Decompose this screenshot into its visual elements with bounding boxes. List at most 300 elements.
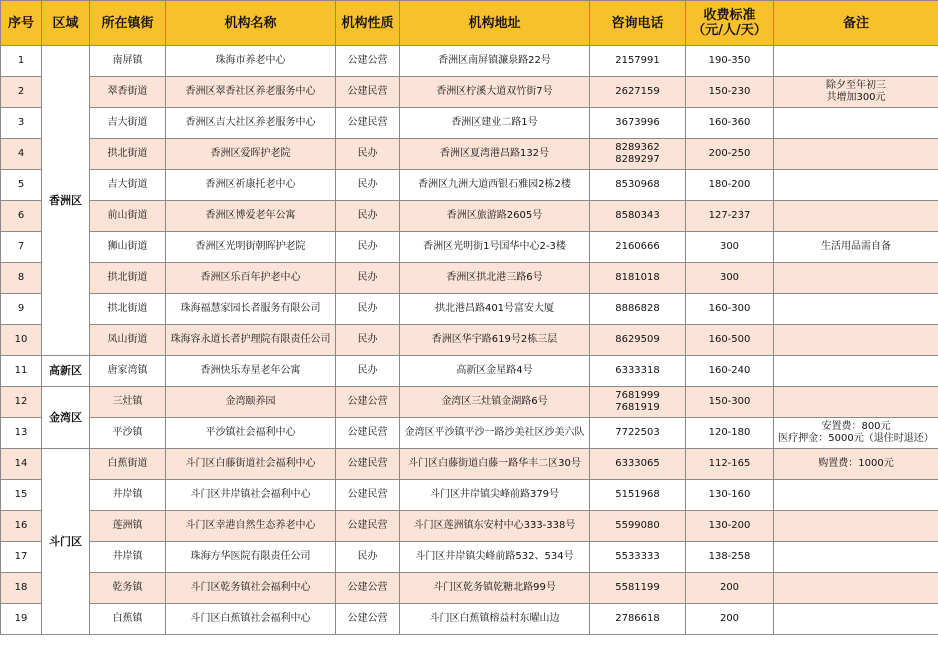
cell-nature (336, 480, 400, 511)
cell-address (400, 46, 590, 77)
cell-note (774, 232, 938, 263)
cell-name (166, 480, 336, 511)
cell-town (90, 325, 166, 356)
cell-name-text: 香洲区祈康托老中心 (205, 179, 296, 190)
cell-address-text: 高新区金星路4号 (456, 365, 533, 376)
cell-phone (590, 232, 686, 263)
cell-town (90, 232, 166, 263)
cell-address-text: 斗门区井岸镇尖峰前路532、534号 (415, 551, 574, 562)
cell-name-text: 珠海方华医院有限责任公司 (190, 551, 311, 562)
cell-address-text: 香洲区建业二路1号 (451, 117, 538, 128)
cell-phone (590, 387, 686, 418)
cell-fee-text: 130-160 (708, 489, 751, 500)
table-row (1, 263, 938, 294)
cell-name-text: 香洲区光明街朝晖护老院 (195, 241, 306, 252)
cell-nature-text: 民办 (357, 303, 378, 314)
cell-name-text: 斗门区乾务镇社会福利中心 (190, 582, 311, 593)
cell-address-text: 金湾区三灶镇金湖路6号 (441, 396, 548, 407)
cell-phone-text: 8580343 (615, 210, 660, 221)
cell-name-text: 斗门区白蕉镇社会福利中心 (190, 613, 311, 624)
cell-note (774, 418, 938, 449)
cell-no: 14 (1, 449, 42, 480)
cell-name (166, 232, 336, 263)
cell-name (166, 573, 336, 604)
cell-no: 9 (1, 294, 42, 325)
header-fee-line1: 收费标准 (703, 8, 756, 23)
cell-town-text: 井岸镇 (112, 551, 143, 562)
table-row (1, 46, 938, 77)
table-row (1, 604, 938, 635)
cell-town (90, 604, 166, 635)
cell-phone (590, 263, 686, 294)
cell-fee-text: 112-165 (708, 458, 751, 469)
cell-phone-text: 7722503 (615, 427, 660, 438)
cell-note-text: 生活用品需自备 (821, 241, 891, 252)
cell-fee (686, 480, 774, 511)
table-row (1, 77, 938, 108)
cell-no: 19 (1, 604, 42, 635)
table-row (1, 232, 938, 263)
cell-address (400, 511, 590, 542)
cell-name (166, 46, 336, 77)
cell-no: 3 (1, 108, 42, 139)
header-district: 区域 (42, 1, 90, 46)
header-address: 机构地址 (400, 1, 590, 46)
cell-nature-text: 公建民营 (347, 458, 388, 469)
cell-town-text: 前山街道 (107, 210, 148, 221)
cell-address (400, 573, 590, 604)
cell-nature-text: 民办 (357, 365, 378, 376)
cell-fee-text: 120-180 (708, 427, 751, 438)
header-name: 机构名称 (166, 1, 336, 46)
cell-nature-text: 民办 (357, 272, 378, 283)
cell-fee (686, 387, 774, 418)
cell-phone (590, 201, 686, 232)
cell-no: 16 (1, 511, 42, 542)
cell-name (166, 139, 336, 170)
cell-nature (336, 77, 400, 108)
cell-no: 10 (1, 325, 42, 356)
cell-town (90, 387, 166, 418)
cell-no: 2 (1, 77, 42, 108)
cell-nature-text: 公建公营 (347, 582, 388, 593)
cell-address-text: 金湾区平沙镇平沙一路沙美社区沙美六队 (404, 427, 585, 438)
cell-fee (686, 418, 774, 449)
header-row (1, 1, 938, 46)
cell-address-text: 香洲区九洲大道西银石雅园2栋2楼 (418, 179, 571, 190)
cell-note (774, 77, 938, 108)
cell-name (166, 170, 336, 201)
cell-fee-text: 150-230 (708, 86, 751, 97)
cell-address-text: 香洲区柠溪大道双竹街7号 (436, 86, 553, 97)
cell-address-text: 香洲区光明街1号国华中心2-3楼 (423, 241, 566, 252)
cell-nature-text: 公建民营 (347, 427, 388, 438)
header-fee (686, 1, 774, 46)
cell-town-text: 狮山街道 (107, 241, 148, 252)
cell-no: 15 (1, 480, 42, 511)
cell-nature (336, 542, 400, 573)
cell-name (166, 511, 336, 542)
cell-address (400, 108, 590, 139)
cell-no: 7 (1, 232, 42, 263)
cell-nature (336, 139, 400, 170)
cell-note-text: 购置费：1000元 (818, 458, 894, 469)
cell-fee-text: 200-250 (708, 148, 751, 159)
cell-address (400, 139, 590, 170)
cell-phone-text: 8886828 (615, 303, 660, 314)
cell-fee-text: 200 (719, 582, 740, 593)
cell-phone-text: 8181018 (615, 272, 660, 283)
table-row (1, 573, 938, 604)
cell-note (774, 263, 938, 294)
cell-address (400, 387, 590, 418)
cell-town (90, 356, 166, 387)
cell-nature (336, 46, 400, 77)
cell-note (774, 294, 938, 325)
cell-name (166, 77, 336, 108)
cell-fee (686, 294, 774, 325)
cell-phone-text: 6333318 (615, 365, 660, 376)
cell-note (774, 108, 938, 139)
cell-town-text: 吉大街道 (107, 117, 148, 128)
cell-name (166, 356, 336, 387)
cell-phone (590, 480, 686, 511)
cell-name-text: 香洲区乐百年护老中心 (200, 272, 301, 283)
cell-fee-text: 160-360 (708, 117, 751, 128)
table-row (1, 325, 938, 356)
header-note: 备注 (774, 1, 938, 46)
cell-phone (590, 573, 686, 604)
cell-town (90, 108, 166, 139)
cell-district: 香洲区 (42, 46, 90, 356)
cell-town (90, 449, 166, 480)
cell-name (166, 201, 336, 232)
cell-nature-text: 公建民营 (347, 520, 388, 531)
cell-address (400, 542, 590, 573)
cell-phone-text: 2627159 (615, 86, 660, 97)
table-row (1, 356, 938, 387)
cell-note (774, 139, 938, 170)
cell-fee (686, 46, 774, 77)
cell-town-text: 乾务镇 (112, 582, 143, 593)
cell-town-text: 平沙镇 (112, 427, 143, 438)
cell-phone-text: 2160666 (615, 241, 660, 252)
cell-note (774, 511, 938, 542)
cell-phone-text: 2786618 (615, 613, 660, 624)
cell-name-text: 斗门区白藤街道社会福利中心 (185, 458, 316, 469)
header-no: 序号 (1, 1, 42, 46)
cell-town (90, 480, 166, 511)
cell-note (774, 325, 938, 356)
table-row (1, 387, 938, 418)
cell-nature-text: 公建公营 (347, 613, 388, 624)
cell-no: 8 (1, 263, 42, 294)
cell-town-text: 唐家湾镇 (107, 365, 148, 376)
cell-no: 12 (1, 387, 42, 418)
table-row (1, 480, 938, 511)
cell-fee-text: 127-237 (708, 210, 751, 221)
table-row (1, 201, 938, 232)
cell-name (166, 325, 336, 356)
header-nature: 机构性质 (336, 1, 400, 46)
cell-nature-text: 民办 (357, 210, 378, 221)
cell-name (166, 387, 336, 418)
cell-nature (336, 170, 400, 201)
cell-fee-text: 190-350 (708, 55, 751, 66)
cell-fee (686, 201, 774, 232)
cell-town (90, 418, 166, 449)
cell-name-text: 珠海容永道长者护理院有限责任公司 (170, 334, 331, 345)
cell-phone (590, 604, 686, 635)
cell-phone (590, 542, 686, 573)
cell-town (90, 294, 166, 325)
cell-phone-text: 8289362 8289297 (615, 142, 660, 165)
cell-address (400, 480, 590, 511)
cell-fee (686, 263, 774, 294)
cell-phone (590, 139, 686, 170)
cell-note (774, 449, 938, 480)
cell-name-text: 香洲区博爱老年公寓 (205, 210, 296, 221)
cell-phone-text: 3673996 (615, 117, 660, 128)
cell-name (166, 542, 336, 573)
cell-fee-text: 160-300 (708, 303, 751, 314)
cell-nature-text: 民办 (357, 241, 378, 252)
cell-note (774, 201, 938, 232)
cell-address-text: 斗门区白藤街道白藤一路华丰二区30号 (408, 458, 581, 469)
cell-address-text: 斗门区莲洲镇东安村中心333-338号 (413, 520, 576, 531)
cell-nature-text: 公建公营 (347, 396, 388, 407)
header-phone: 咨询电话 (590, 1, 686, 46)
cell-nature-text: 民办 (357, 179, 378, 190)
cell-address (400, 232, 590, 263)
cell-note (774, 46, 938, 77)
cell-nature (336, 108, 400, 139)
cell-fee (686, 108, 774, 139)
cell-nature (336, 418, 400, 449)
cell-fee (686, 325, 774, 356)
cell-nature (336, 573, 400, 604)
cell-nature-text: 公建民营 (347, 489, 388, 500)
cell-fee-text: 200 (719, 613, 740, 624)
cell-town-text: 吉大街道 (107, 179, 148, 190)
cell-name-text: 平沙镇社会福利中心 (205, 427, 296, 438)
cell-address (400, 325, 590, 356)
cell-address (400, 77, 590, 108)
cell-fee (686, 449, 774, 480)
cell-town-text: 凤山街道 (107, 334, 148, 345)
cell-town-text: 白蕉街道 (107, 458, 148, 469)
cell-name-text: 香洲快乐寿星老年公寓 (200, 365, 301, 376)
cell-address-text: 香洲区夏湾港昌路132号 (439, 148, 550, 159)
cell-address (400, 418, 590, 449)
cell-fee (686, 573, 774, 604)
cell-fee (686, 77, 774, 108)
cell-town-text: 拱北街道 (107, 303, 148, 314)
cell-name (166, 263, 336, 294)
cell-address (400, 201, 590, 232)
cell-nature-text: 公建民营 (347, 86, 388, 97)
cell-phone (590, 77, 686, 108)
cell-fee (686, 604, 774, 635)
cell-nature (336, 201, 400, 232)
cell-town (90, 46, 166, 77)
cell-note-text: 除夕至年初三 共增加300元 (826, 80, 886, 103)
cell-no: 5 (1, 170, 42, 201)
cell-address (400, 604, 590, 635)
cell-address-text: 香洲区华宇路619号2栋三层 (431, 334, 558, 345)
table-row (1, 294, 938, 325)
cell-name-text: 香洲区吉大社区养老服务中心 (185, 117, 316, 128)
cell-town (90, 542, 166, 573)
table-row (1, 511, 938, 542)
cell-nature (336, 387, 400, 418)
cell-fee (686, 170, 774, 201)
cell-fee-text: 160-240 (708, 365, 751, 376)
table-row (1, 108, 938, 139)
cell-fee-text: 160-500 (708, 334, 751, 345)
cell-phone-text: 5599080 (615, 520, 660, 531)
cell-fee-text: 138-258 (708, 551, 751, 562)
cell-name (166, 294, 336, 325)
cell-note (774, 573, 938, 604)
cell-town-text: 拱北街道 (107, 272, 148, 283)
cell-phone (590, 170, 686, 201)
cell-no: 11 (1, 356, 42, 387)
header-fee-line2: （元/人/天） (692, 23, 767, 38)
cell-town (90, 263, 166, 294)
cell-nature (336, 449, 400, 480)
cell-fee (686, 139, 774, 170)
cell-address (400, 263, 590, 294)
cell-address-text: 香洲区旅游路2605号 (446, 210, 543, 221)
cell-address-text: 拱北港昌路401号富安大厦 (434, 303, 555, 314)
cell-no: 18 (1, 573, 42, 604)
cell-nature-text: 公建公营 (347, 55, 388, 66)
cell-name-text: 珠海市养老中心 (215, 55, 286, 66)
cell-town (90, 573, 166, 604)
cell-nature (336, 325, 400, 356)
cell-fee (686, 356, 774, 387)
cell-note (774, 480, 938, 511)
cell-phone-text: 6333065 (615, 458, 660, 469)
cell-no: 13 (1, 418, 42, 449)
table-row (1, 542, 938, 573)
table-row (1, 139, 938, 170)
cell-name-text: 香洲区翠香社区养老服务中心 (185, 86, 316, 97)
cell-note (774, 387, 938, 418)
cell-town-text: 翠香街道 (107, 86, 148, 97)
cell-phone-text: 5533333 (615, 551, 660, 562)
cell-nature-text: 公建民营 (347, 117, 388, 128)
cell-fee (686, 232, 774, 263)
cell-fee-text: 130-200 (708, 520, 751, 531)
cell-name-text: 斗门区井岸镇社会福利中心 (190, 489, 311, 500)
cell-name-text: 香洲区爱晖护老院 (210, 148, 291, 159)
cell-address-text: 香洲区拱北港三路6号 (446, 272, 543, 283)
cell-nature-text: 民办 (357, 148, 378, 159)
cell-phone-text: 8629509 (615, 334, 660, 345)
cell-no: 1 (1, 46, 42, 77)
cell-nature (336, 263, 400, 294)
cell-town (90, 170, 166, 201)
cell-nature-text: 民办 (357, 334, 378, 345)
cell-district: 斗门区 (42, 449, 90, 635)
cell-fee-text: 150-300 (708, 396, 751, 407)
cell-nature-text: 民办 (357, 551, 378, 562)
cell-town (90, 511, 166, 542)
cell-note (774, 604, 938, 635)
cell-name-text: 斗门区幸港自然生态养老中心 (185, 520, 316, 531)
cell-no: 6 (1, 201, 42, 232)
cell-town-text: 莲洲镇 (112, 520, 143, 531)
cell-note (774, 170, 938, 201)
cell-phone-text: 5581199 (615, 582, 660, 593)
cell-fee-text: 180-200 (708, 179, 751, 190)
cell-phone-text: 8530968 (615, 179, 660, 190)
cell-no: 4 (1, 139, 42, 170)
cell-nature (336, 511, 400, 542)
cell-town (90, 139, 166, 170)
cell-name (166, 108, 336, 139)
cell-phone (590, 294, 686, 325)
cell-nature (336, 604, 400, 635)
cell-phone (590, 325, 686, 356)
cell-note (774, 542, 938, 573)
cell-fee (686, 542, 774, 573)
cell-address (400, 294, 590, 325)
cell-fee (686, 511, 774, 542)
cell-name (166, 604, 336, 635)
cell-town-text: 白蕉镇 (112, 613, 143, 624)
cell-phone (590, 356, 686, 387)
cell-nature (336, 356, 400, 387)
header-town: 所在镇街 (90, 1, 166, 46)
cell-name-text: 珠海福慧家园长者服务有限公司 (180, 303, 321, 314)
cell-address (400, 170, 590, 201)
cell-address (400, 449, 590, 480)
cell-phone (590, 108, 686, 139)
cell-name-text: 金湾颐养园 (225, 396, 276, 407)
cell-phone-text: 7681999 7681919 (615, 390, 660, 413)
cell-phone-text: 5151968 (615, 489, 660, 500)
cell-name (166, 449, 336, 480)
cell-phone-text: 2157991 (615, 55, 660, 66)
cell-town-text: 南屏镇 (112, 55, 143, 66)
table-row (1, 449, 938, 480)
cell-nature (336, 294, 400, 325)
cell-fee-text: 300 (719, 272, 740, 283)
cell-no: 17 (1, 542, 42, 573)
cell-town (90, 201, 166, 232)
cell-nature (336, 232, 400, 263)
table-row (1, 170, 938, 201)
cell-district: 金湾区 (42, 387, 90, 449)
cell-phone (590, 418, 686, 449)
cell-town-text: 井岸镇 (112, 489, 143, 500)
cell-address-text: 斗门区白蕉镇榕益村东曜山边 (429, 613, 560, 624)
cell-phone (590, 46, 686, 77)
cell-address-text: 斗门区井岸镇尖峰前路379号 (429, 489, 560, 500)
table-row (1, 418, 938, 449)
cell-town (90, 77, 166, 108)
cell-fee-text: 300 (719, 241, 740, 252)
cell-phone (590, 511, 686, 542)
cell-district: 高新区 (42, 356, 90, 387)
cell-phone (590, 449, 686, 480)
cell-town-text: 三灶镇 (112, 396, 143, 407)
cell-address-text: 斗门区乾务镇乾糖北路99号 (433, 582, 556, 593)
cell-note (774, 356, 938, 387)
